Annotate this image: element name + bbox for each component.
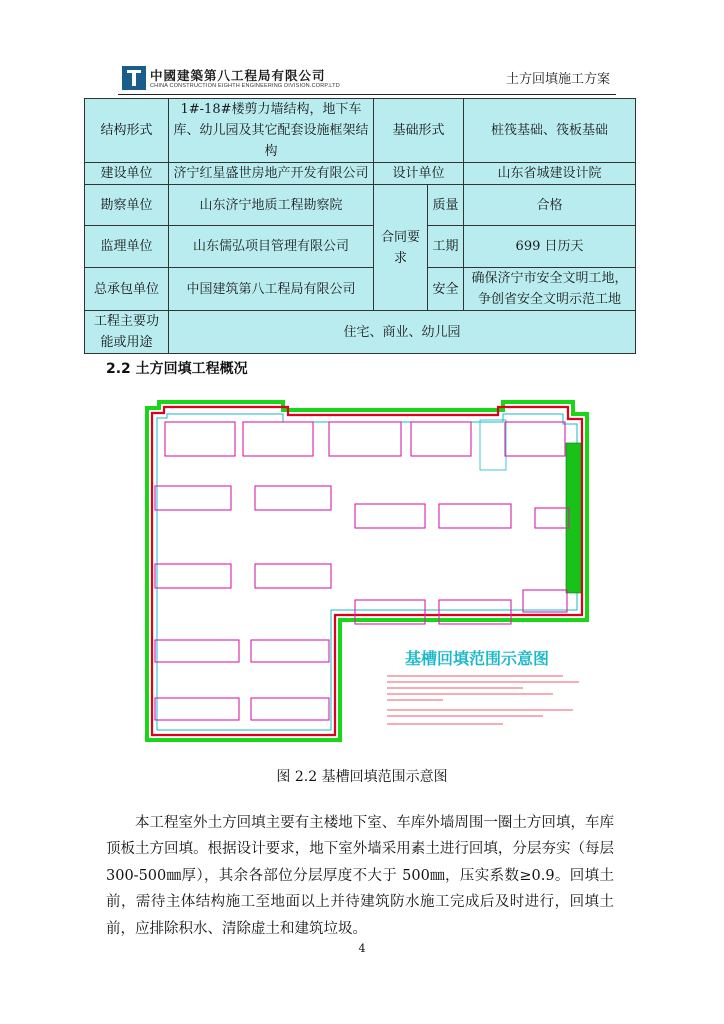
supervision-label: 监理单位 (85, 226, 169, 268)
building-row-middle (155, 486, 569, 624)
foundation-label: 基础形式 (374, 99, 464, 163)
contractor-label: 总承包单位 (85, 268, 169, 311)
design-label: 设计单位 (374, 163, 464, 185)
drawing-title: 基槽回填范围示意图 (405, 649, 550, 668)
figure-caption: 图 2.2 基槽回填范围示意图 (276, 769, 448, 785)
page-header (118, 64, 616, 94)
foundation-value: 桩筏基础、筏板基础 (464, 99, 636, 163)
duration-label: 工期 (428, 226, 464, 268)
structure-label: 结构形式 (85, 99, 169, 163)
company-name-en: CHINA CONSTRUCTION EIGHTH ENGINEERING DIVISION.CORP.LTD (150, 83, 340, 89)
function-label: 工程主要功能或用途 (85, 311, 169, 354)
safety-value: 确保济宁市安全文明工地，争创省安全文明示范工地 (464, 268, 636, 311)
page-number: 4 (358, 942, 366, 955)
company-logo-icon (122, 66, 146, 90)
backfill-boundary-green (147, 402, 587, 740)
safety-label: 安全 (428, 268, 464, 311)
supervision-value: 山东儒弘项目管理有限公司 (169, 226, 374, 268)
contractor-value: 中国建筑第八工程局有限公司 (169, 268, 374, 311)
duration-value: 699 日历天 (464, 226, 636, 268)
building-row-top (165, 422, 565, 456)
backfill-strip (566, 443, 581, 593)
survey-label: 勘察单位 (85, 185, 169, 226)
basement-outline (157, 414, 577, 730)
body-paragraph: 本工程室外土方回填主要有主楼地下室、车库外墙周围一圈土方回填，车库顶板土方回填。根据设计要求，地下室外墙采用素土进行回填，分层夯实（每层300-500㎜厚），其余各部位分层厚度不大于 500㎜，压实系数≥0.9。回填土前，需待主体结构施工至地面以上并待建筑防水施工完成后及时进行，回填土前，应排除积水、清除虚土和建筑垃圾。 (106, 814, 614, 937)
project-info-table (84, 98, 636, 354)
contract-requirement-label: 合同要求 (374, 185, 428, 311)
design-value: 山东省城建设计院 (464, 163, 636, 185)
section-heading: 2.2 土方回填工程概况 (106, 361, 248, 377)
header-divider (118, 94, 616, 95)
client-value: 济宁红星盛世房地产开发有限公司 (169, 163, 374, 185)
function-value: 住宅、商业、幼儿园 (169, 311, 636, 354)
building-row-lower (155, 640, 329, 720)
ramp-outline (480, 420, 506, 470)
backfill-site-plan (143, 388, 595, 746)
document-title: 土方回填施工方案 (505, 72, 610, 87)
client-label: 建设单位 (85, 163, 169, 185)
drawing-notes (387, 676, 579, 724)
survey-value: 山东济宁地质工程勘察院 (169, 185, 374, 226)
company-name-cn: 中國建築第八工程局有限公司 (150, 68, 326, 83)
structure-value: 1#-18#楼剪力墙结构，地下车库、幼儿园及其它配套设施框架结构 (169, 99, 374, 163)
quality-value: 合格 (464, 185, 636, 226)
quality-label: 质量 (428, 185, 464, 226)
